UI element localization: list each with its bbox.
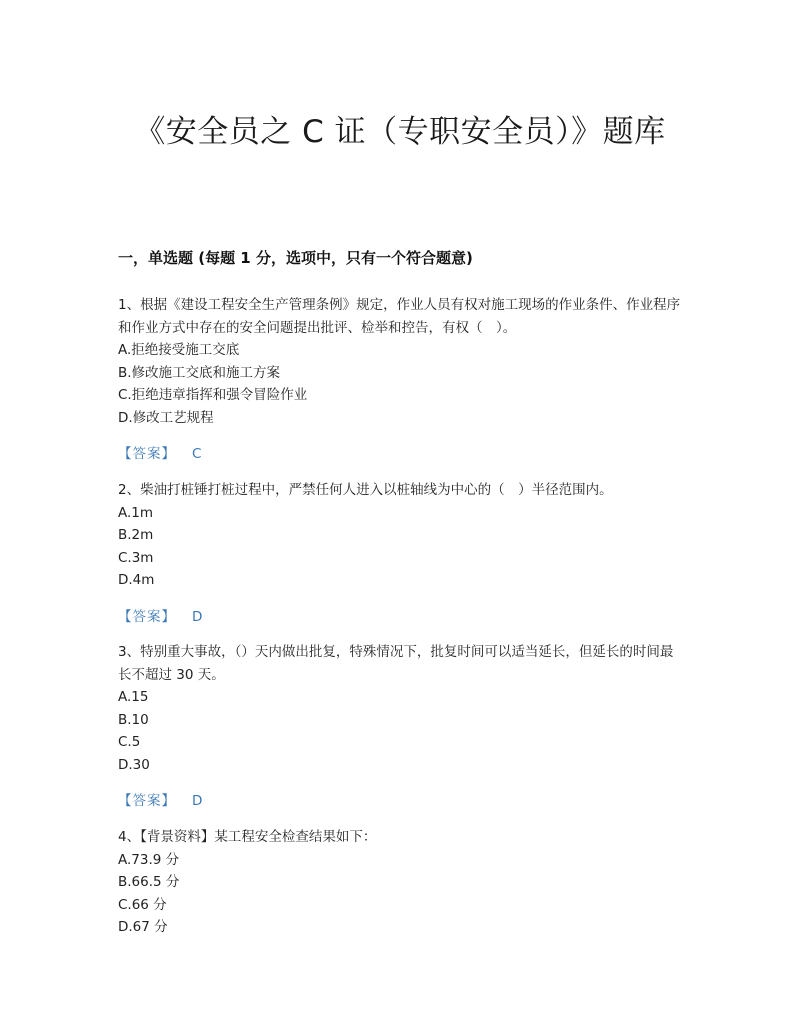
question-4: [118, 826, 684, 939]
question-stem: 3、特别重大事故，（）天内做出批复，特殊情况下，批复时间可以适当延长，但延长的时间最长不超过 30 天。: [118, 644, 674, 683]
option-b: B.66.5 分: [118, 874, 180, 890]
option-b: B.2m: [118, 527, 154, 543]
option-c: C.66 分: [118, 896, 167, 913]
document-title: 《安全员之 C 证（专职安全员）》题库: [134, 114, 666, 150]
option-c: C.拒绝违章指挥和强令冒险作业: [118, 387, 308, 403]
answer-label: 【答案】: [118, 608, 176, 625]
answer-value: C: [192, 446, 202, 462]
option-d: D.67 分: [118, 919, 168, 935]
question-stem: 4、【背景资料】某工程安全检查结果如下：: [118, 829, 377, 845]
answer-line: [118, 791, 684, 811]
answer-value: D: [192, 608, 203, 625]
option-c: C.3m: [118, 549, 154, 566]
answer-line: [118, 607, 684, 627]
answer-label: 【答案】: [118, 793, 176, 809]
options-list: [118, 339, 684, 429]
option-b: B.10: [118, 711, 149, 728]
options-list: [118, 686, 684, 776]
options-list: [118, 849, 684, 939]
option-d: D.30: [118, 756, 150, 773]
options-list: [118, 502, 684, 592]
answer-label: 【答案】: [118, 446, 176, 462]
option-a: A.1m: [118, 504, 154, 521]
option-a: A.拒绝接受施工交底: [118, 342, 240, 358]
answer-value: D: [192, 793, 203, 809]
question-2: [118, 479, 684, 627]
option-b: B.修改施工交底和施工方案: [118, 364, 281, 381]
option-a: A.73.9 分: [118, 851, 180, 868]
option-d: D.4m: [118, 572, 155, 588]
option-c: C.5: [118, 734, 141, 750]
section-heading: 一，单选题 (每题 1 分，选项中，只有一个符合题意): [118, 249, 473, 267]
question-stem: 1、根据《建设工程安全生产管理条例》规定，作业人员有权对施工现场的作业条件、作业程序和作业方式中存在的安全问题提出批评、检举和控告，有权（ ）。: [118, 297, 681, 336]
option-a: A.15: [118, 689, 149, 705]
answer-line: [118, 444, 684, 464]
question-1: [118, 294, 684, 464]
question-3: [118, 641, 684, 811]
question-stem: 2、柴油打桩锤打桩过程中，严禁任何人进入以桩轴线为中心的（ ）半径范围内。: [118, 482, 613, 498]
option-d: D.修改工艺规程: [118, 409, 214, 426]
